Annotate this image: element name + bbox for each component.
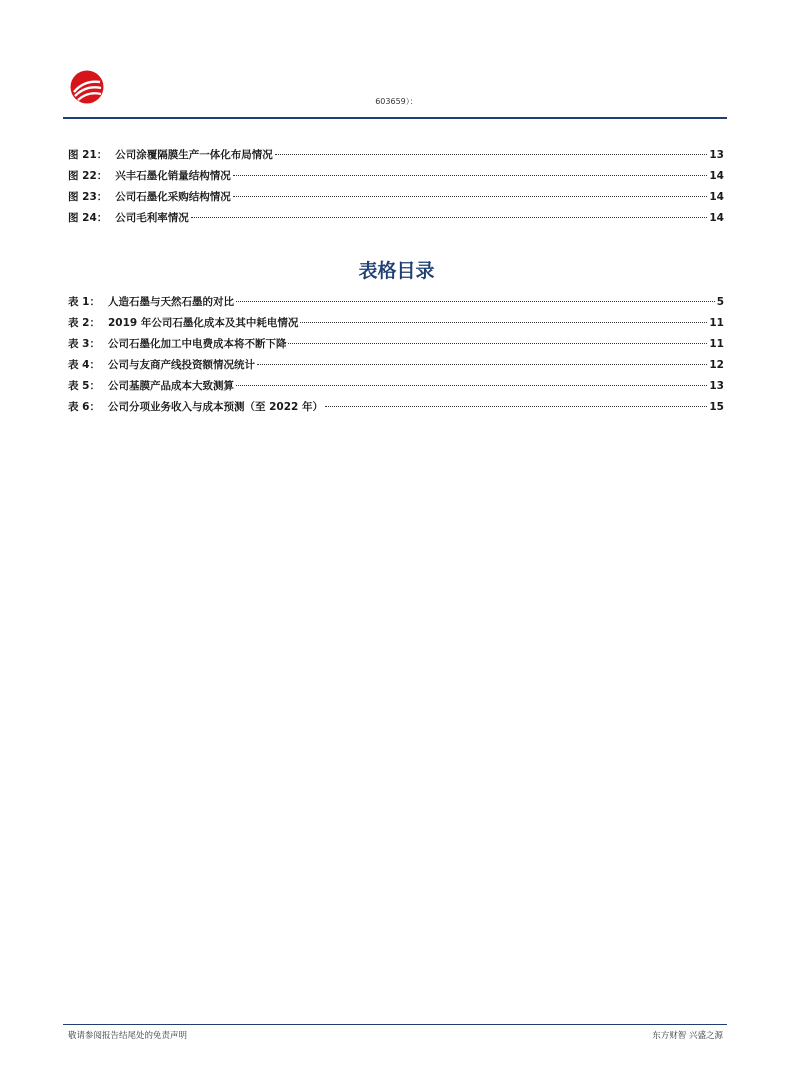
- dot-leader: [257, 364, 707, 365]
- toc-entry-number: 图 21：: [68, 149, 108, 161]
- footer-slogan: 东方财智 兴盛之源: [652, 1031, 723, 1041]
- dot-leader: [233, 175, 708, 176]
- toc-entry-number: 表 2：: [68, 317, 100, 329]
- toc-entry-title: 公司石墨化采购结构情况: [115, 191, 231, 203]
- toc-entry-number: 表 5：: [68, 380, 100, 392]
- toc-entry-figure-24[interactable]: [68, 210, 724, 231]
- toc-entry-page: 14: [709, 212, 724, 224]
- dot-leader: [233, 196, 708, 197]
- toc-entry-page: 11: [709, 338, 724, 350]
- toc-entry-number: 表 4：: [68, 359, 100, 371]
- toc-entry-table-3[interactable]: [68, 336, 724, 357]
- toc-entry-page: 11: [709, 317, 724, 329]
- dot-leader: [236, 301, 715, 302]
- toc-entry-table-1[interactable]: [68, 294, 724, 315]
- toc-entry-title: 公司涂覆隔膜生产一体化布局情况: [115, 149, 273, 161]
- toc-entry-page: 12: [709, 359, 724, 371]
- toc-entry-table-4[interactable]: [68, 357, 724, 378]
- toc-entry-number: 表 3：: [68, 338, 100, 350]
- toc-entry-table-2[interactable]: [68, 315, 724, 336]
- footer-disclaimer: 敬请参阅报告结尾处的免责声明: [68, 1031, 188, 1041]
- toc-entry-figure-21[interactable]: [68, 147, 724, 168]
- toc-entry-table-5[interactable]: [68, 378, 724, 399]
- toc-entry-page: 14: [709, 191, 724, 203]
- toc-entry-title: 公司基膜产品成本大致测算: [107, 380, 234, 392]
- toc-entry-title: 公司毛利率情况: [115, 212, 189, 224]
- toc-entry-title: 公司与友商产线投资额情况统计: [107, 359, 255, 371]
- dot-leader: [275, 154, 708, 155]
- toc-entry-page: 15: [709, 401, 724, 413]
- toc-entry-number: 表 6：: [68, 401, 100, 413]
- figures-toc: [68, 147, 724, 231]
- header-divider: [63, 117, 727, 119]
- toc-entry-page: 13: [709, 149, 724, 161]
- toc-entry-title: 人造石墨与天然石墨的对比: [107, 296, 234, 308]
- footer-divider: [63, 1024, 727, 1025]
- dot-leader: [325, 406, 707, 407]
- dot-leader: [191, 217, 708, 218]
- toc-entry-title: 兴丰石墨化销量结构情况: [115, 170, 231, 182]
- toc-entry-page: 13: [709, 380, 724, 392]
- tables-toc-heading: 表格目录: [358, 260, 435, 282]
- dot-leader: [236, 385, 707, 386]
- toc-entry-figure-23[interactable]: [68, 189, 724, 210]
- toc-entry-title: 公司分项业务收入与成本预测（至 2022 年）: [107, 401, 324, 413]
- toc-entry-number: 图 24：: [68, 212, 108, 224]
- toc-entry-number: 图 22：: [68, 170, 108, 182]
- tables-toc: [68, 294, 724, 420]
- toc-entry-page: 14: [709, 170, 724, 182]
- toc-entry-figure-22[interactable]: [68, 168, 724, 189]
- header-stock-code: 603659）：: [375, 97, 418, 106]
- toc-entry-title: 公司石墨化加工中电费成本将不断下降: [107, 338, 287, 350]
- toc-entry-page: 5: [716, 296, 724, 308]
- dot-leader: [300, 322, 707, 323]
- toc-entry-title: 2019 年公司石墨化成本及其中耗电情况: [107, 317, 299, 329]
- dot-leader: [288, 343, 707, 344]
- toc-entry-number: 图 23：: [68, 191, 108, 203]
- toc-entry-table-6[interactable]: [68, 399, 724, 420]
- toc-entry-number: 表 1：: [68, 296, 100, 308]
